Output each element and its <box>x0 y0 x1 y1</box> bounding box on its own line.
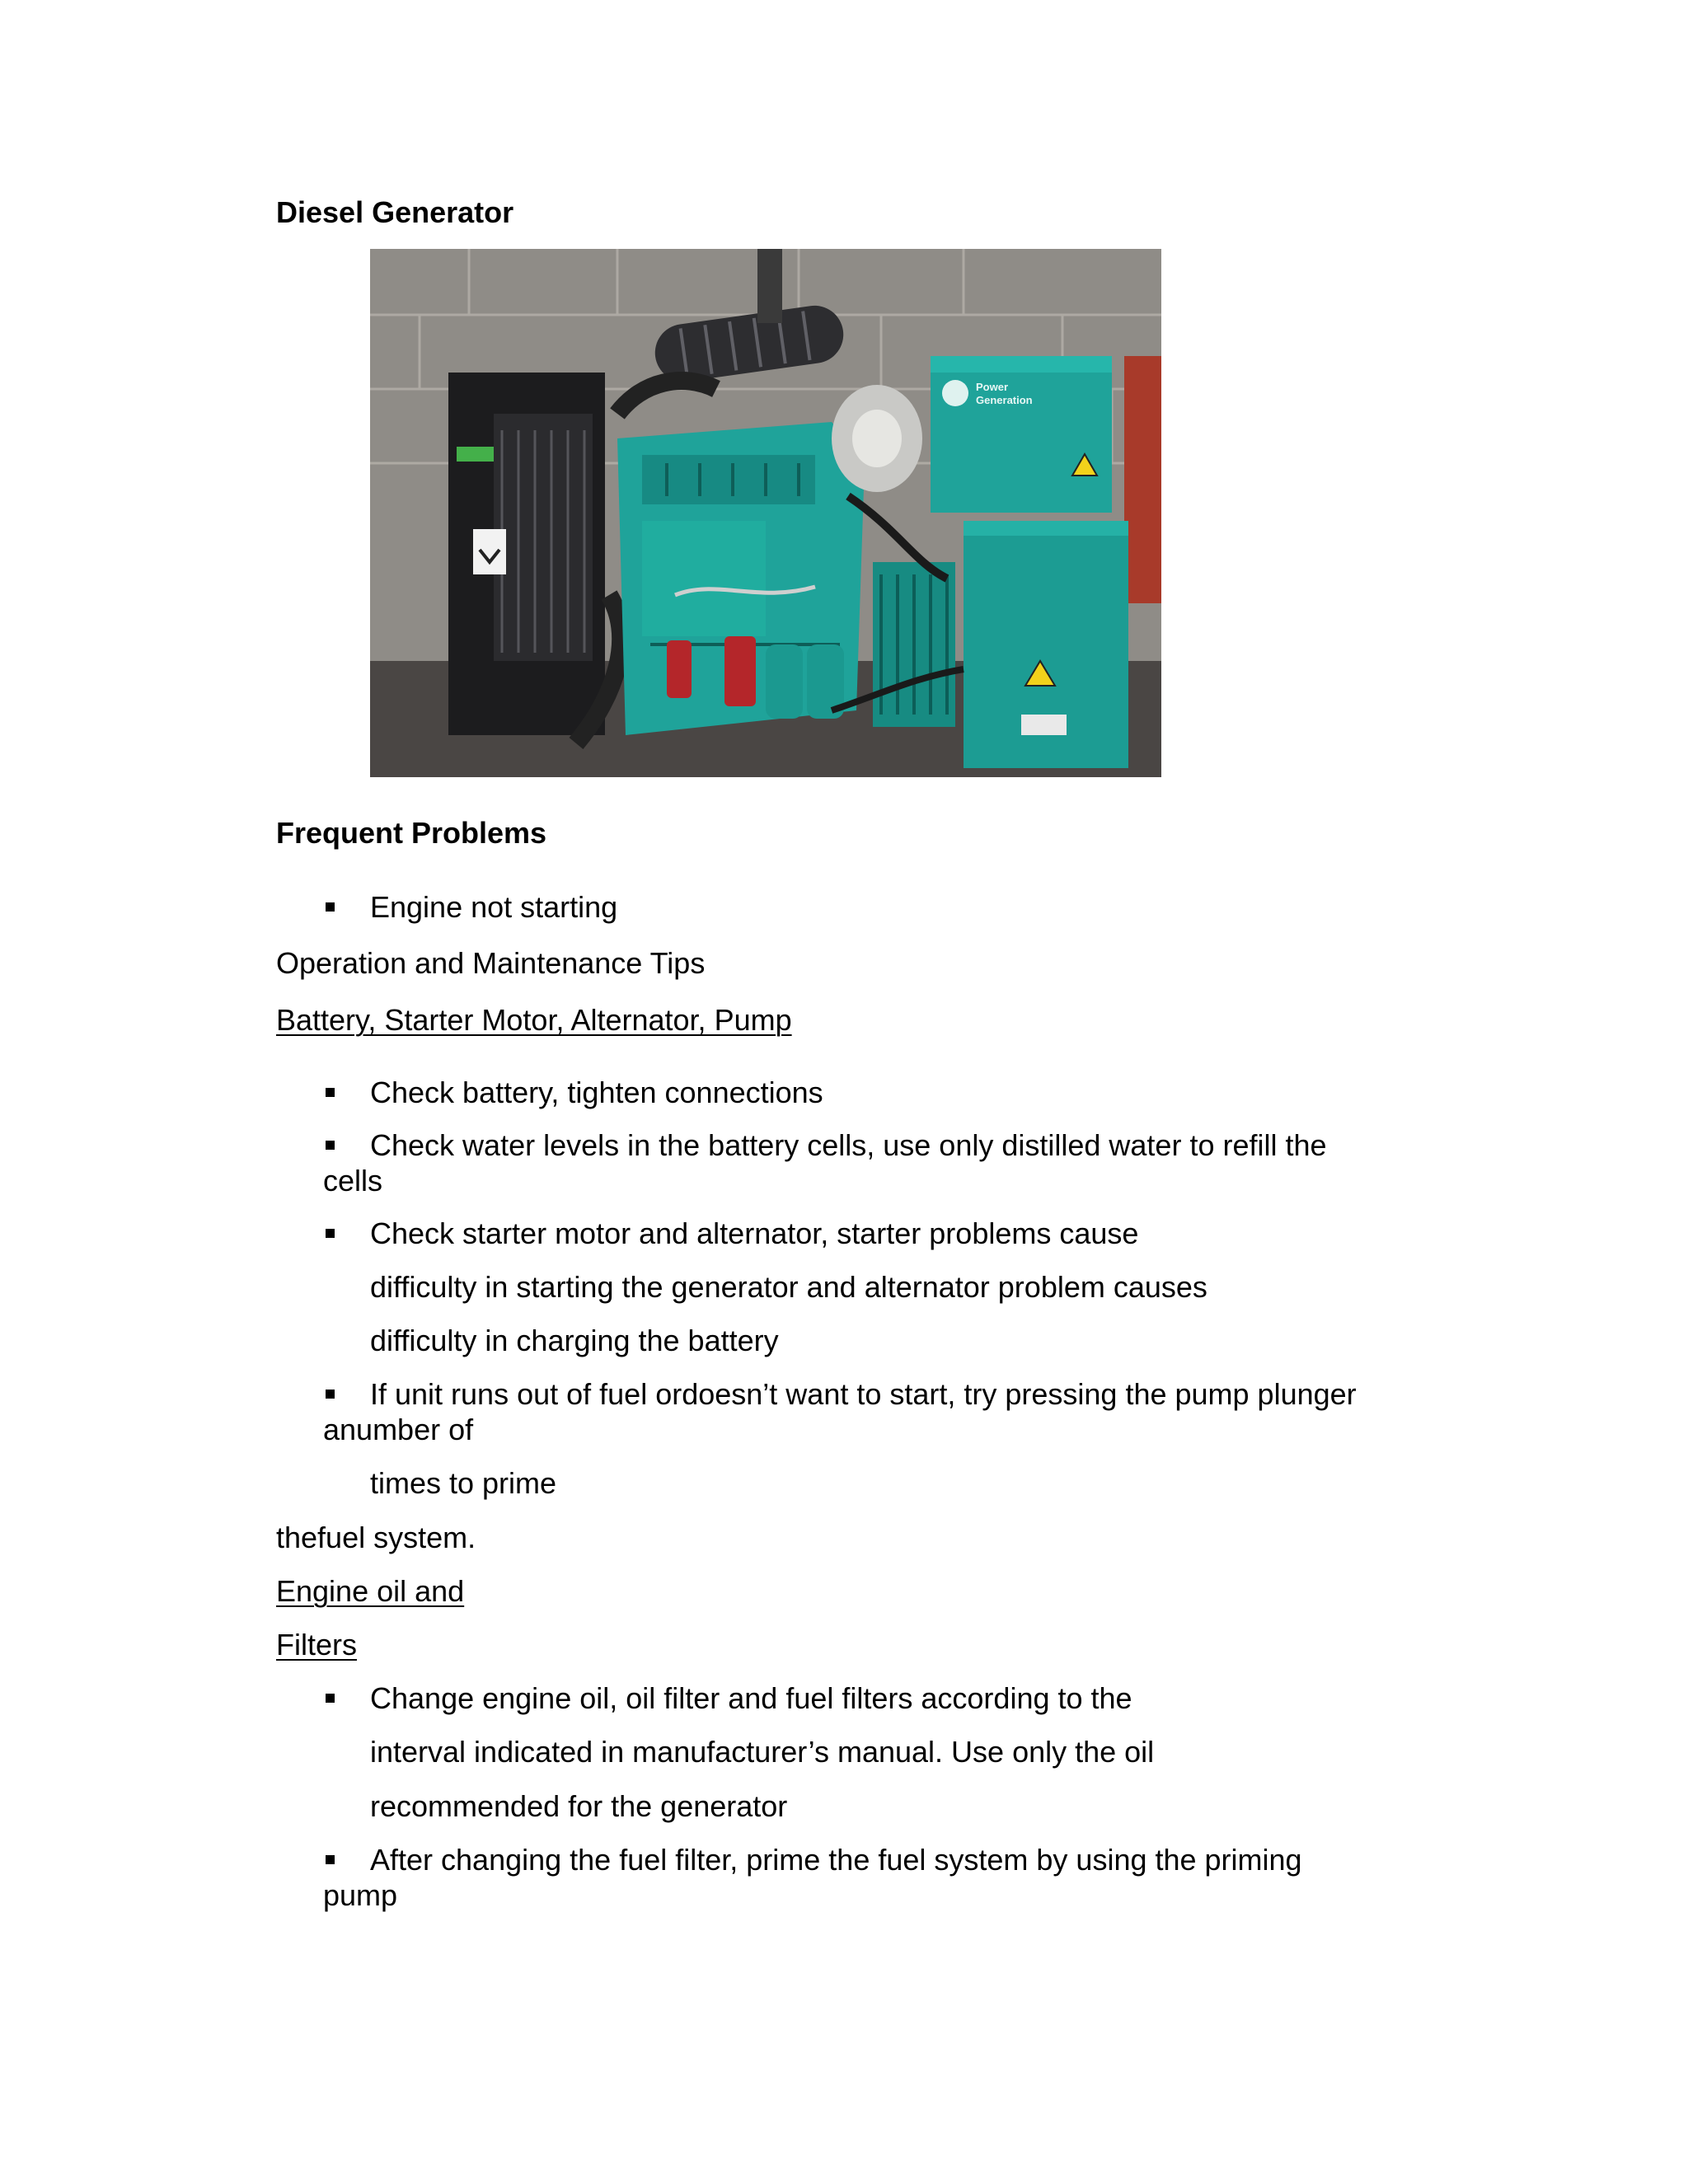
oil-tip-1-line3: recommended for the generator <box>370 1789 788 1823</box>
bullet-icon <box>326 1390 335 1399</box>
battery-tip-3-line3: difficulty in charging the battery <box>370 1324 779 1357</box>
problem-item: Engine not starting <box>370 890 618 924</box>
battery-tip-2-line2: cells <box>323 1164 383 1197</box>
battery-tip-3-line2: difficulty in starting the generator and alternator problem causes <box>370 1270 1207 1304</box>
bullet-icon <box>326 1141 335 1150</box>
battery-tip-2-line1: Check water levels in the battery cells, use only distilled water to refill the <box>370 1128 1327 1162</box>
battery-section-title: Battery, Starter Motor, Alternator, Pump <box>276 1003 792 1037</box>
oil-section-title-line1: Engine oil and <box>276 1574 465 1608</box>
oil-section-title-line2: Filters <box>276 1628 357 1661</box>
panel-text-2: Generation <box>976 394 1033 406</box>
battery-tip-4-line1: If unit runs out of fuel ordoesn’t want to start, try pressing the pump plunger <box>370 1377 1357 1411</box>
bullet-icon <box>326 1855 335 1864</box>
oil-tip-2-line2: pump <box>323 1878 398 1912</box>
battery-tip-3-line1: Check starter motor and alternator, starter problems cause <box>370 1216 1139 1250</box>
battery-tip-4-line3: times to prime <box>370 1466 557 1500</box>
panel-text-1: Power <box>976 381 1009 393</box>
tips-title: Operation and Maintenance Tips <box>276 946 706 980</box>
bullet-icon <box>326 1694 335 1703</box>
oil-tip-2-line1: After changing the fuel filter, prime the fuel system by using the priming <box>370 1843 1302 1877</box>
bullet-icon <box>326 902 335 912</box>
frequent-problems-title: Frequent Problems <box>276 816 547 850</box>
oil-tip-1-line1: Change engine oil, oil filter and fuel filters according to the <box>370 1681 1132 1715</box>
page-heading: Diesel Generator <box>276 195 514 229</box>
generator-photo <box>370 249 1161 777</box>
battery-tip-1: Check battery, tighten connections <box>370 1076 823 1109</box>
battery-tip-4-line4: thefuel system. <box>276 1521 476 1554</box>
battery-tip-4-line2: anumber of <box>323 1413 474 1446</box>
oil-tip-1-line2: interval indicated in manufacturer’s manual. Use only the oil <box>370 1735 1155 1769</box>
bullet-icon <box>326 1088 335 1097</box>
bullet-icon <box>326 1229 335 1238</box>
